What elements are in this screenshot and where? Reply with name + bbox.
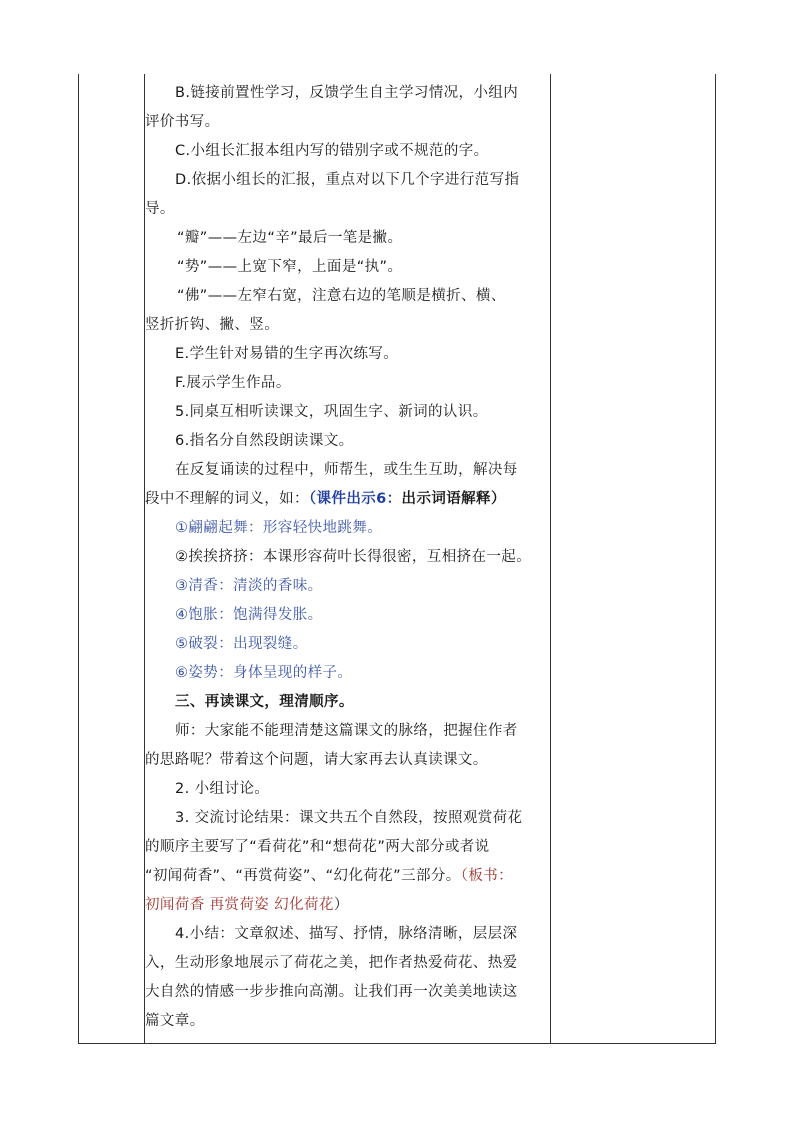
paragraph-line: “势”——上宽下窄，上面是“执”。 [177,259,403,275]
paragraph-line: C.小组长汇报本组内写的错别字或不规范的字。 [175,143,489,159]
paragraph-line: 大自然的情感一步步推向高潮。让我们再一次美美地读这 [145,984,518,1000]
vocab-item: ④饱胀：饱满得发胀。 [175,607,323,623]
section-heading: 三、再读课文，理清顺序。 [175,694,354,710]
paragraph-line: F.展示学生作品。 [175,375,291,391]
paragraph-line: 评价书写。 [145,114,220,130]
paragraph-line: 的顺序主要写了“看荷花”和“想荷花”两大部分或者说 [145,839,490,855]
table-border-right [715,74,716,1044]
board-note-close: ） [333,897,349,913]
table-border-left [78,74,79,1044]
paragraph-line: 师：大家能不能理清楚这篇课文的脉络，把握住作者 [175,723,518,739]
paragraph-line: 篇文章。 [145,1013,205,1029]
paragraph-line [145,862,549,891]
vocab-item: ②挨挨挤挤：本课形容荷叶长得很密，互相挤在一起。 [175,549,532,565]
line-text: 段中不理解的词义，如： [145,491,309,507]
line-text: “初闻荷香”、“再赏荷姿”、“幻化荷花”三部分。 [145,868,461,884]
paragraph-line [145,485,549,514]
courseware-note-tail: 出示词语解释） [401,491,506,507]
board-note-content: 初闻荷香 再赏荷姿 幻化荷花 [145,897,334,913]
paragraph-line: 6.指名分自然段朗读课文。 [175,433,354,449]
paragraph-line: 5.同桌互相听读课文，巩固生字、新词的认识。 [175,404,488,420]
lesson-content [145,79,549,1036]
paragraph-line: 竖折折钩、撇、竖。 [145,317,280,333]
paragraph-line: 2. 小组讨论。 [175,781,270,797]
paragraph-line: 4.小结：文章叙述、描写、抒情，脉络清晰，层层深 [175,926,518,942]
table-border-col2 [550,74,551,1044]
table-border-bottom [78,1043,716,1044]
paragraph-line: D.依据小组长的汇报，重点对以下几个字进行范写指 [175,172,520,188]
paragraph-line: “佛”——左窄右宽，注意右边的笔顺是横折、横、 [177,288,506,304]
paragraph-line [145,891,549,920]
paragraph-line: B.链接前置性学习，反馈学生自主学习情况，小组内 [175,85,519,101]
paragraph-line: 在反复诵读的过程中，师帮生，或生生互助，解决每 [175,462,518,478]
courseware-note: （课件出示6： [308,491,402,507]
vocab-item: ⑥姿势：身体呈现的样子。 [175,665,353,681]
vocab-item: ③清香：清淡的香味。 [175,578,323,594]
paragraph-line: 导。 [145,201,175,217]
vocab-item: ⑤破裂：出现裂缝。 [175,636,308,652]
paragraph-line: “瓣”——左边“辛”最后一笔是撇。 [177,230,403,246]
board-note-label: （板书： [460,868,514,884]
paragraph-line: 入，生动形象地展示了荷花之美，把作者热爱荷花、热爱 [145,955,518,971]
paragraph-line: E.学生针对易错的生字再次练写。 [175,346,399,362]
paragraph-line: 的思路呢？带着这个问题，请大家再去认真读课文。 [145,752,488,768]
paragraph-line: 3. 交流讨论结果：课文共五个自然段，按照观赏荷花 [175,810,523,826]
vocab-item: ①翩翩起舞：形容轻快地跳舞。 [175,520,383,536]
